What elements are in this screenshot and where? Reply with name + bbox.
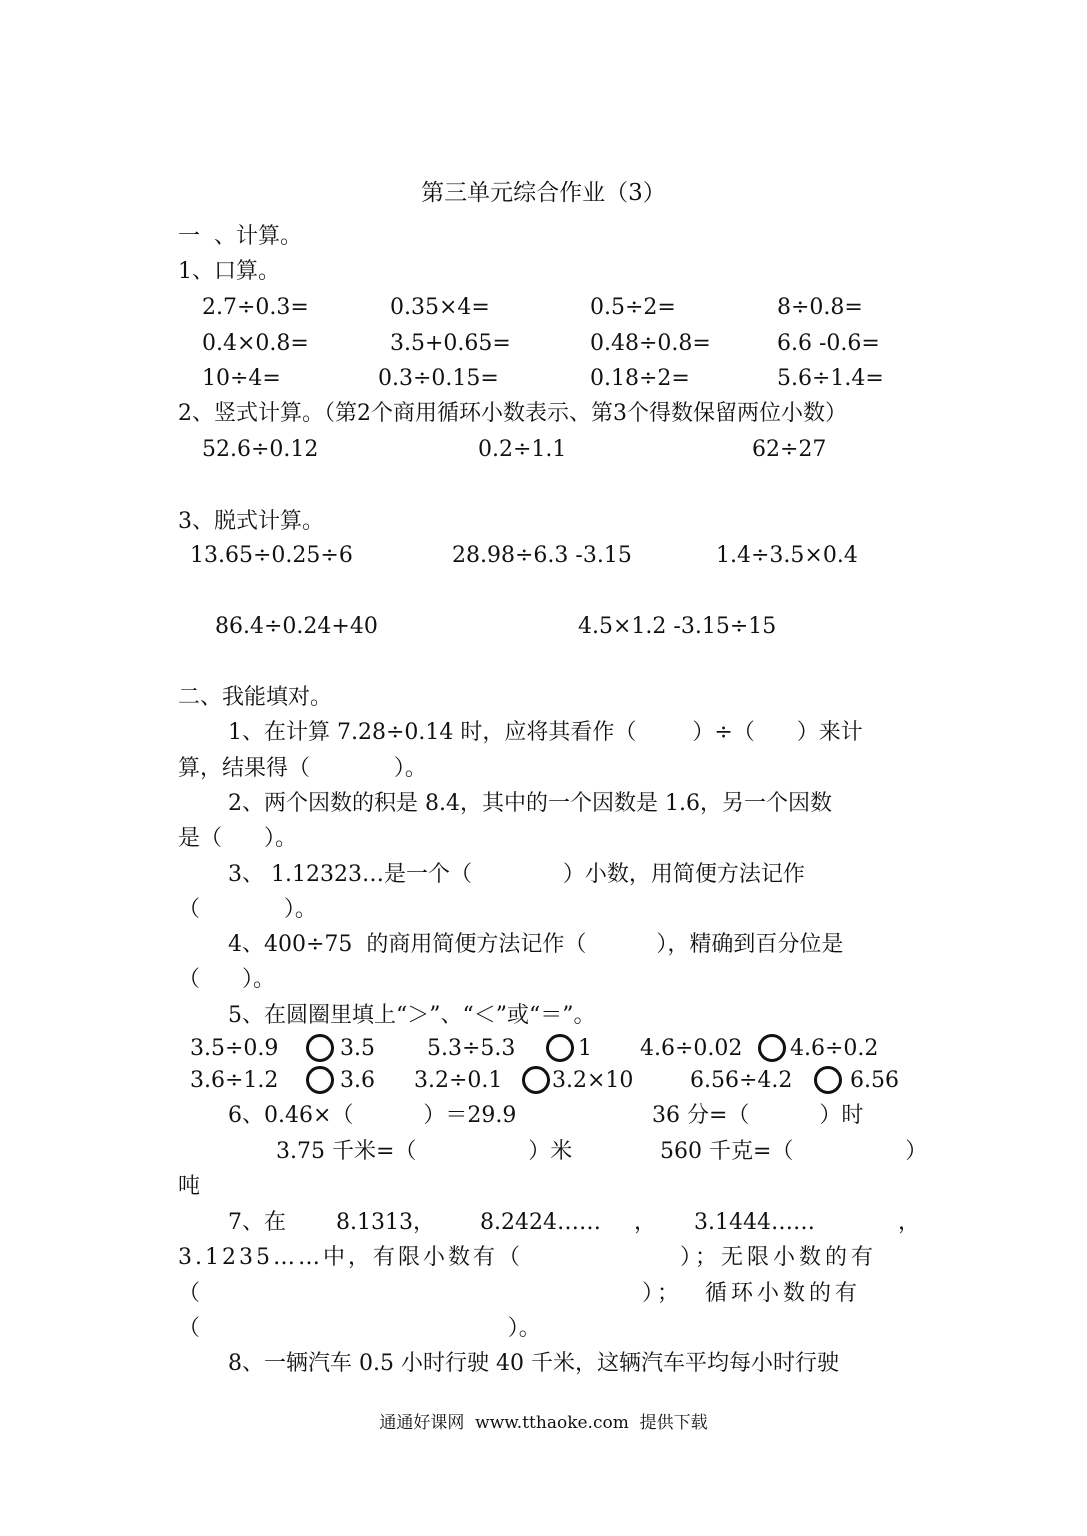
q3-item: 4.5×1.2 -3.15÷15 bbox=[578, 614, 777, 639]
q2-item: 52.6÷0.12 bbox=[202, 437, 319, 462]
fill-question-7-comma: ， bbox=[634, 1210, 657, 1235]
fill-question-3-cont: （ ）。 bbox=[178, 897, 317, 922]
compare-right: 3.5 bbox=[340, 1036, 375, 1061]
compare-right: 1 bbox=[578, 1036, 592, 1061]
compare-left: 3.6÷1.2 bbox=[190, 1068, 279, 1093]
compare-right: 3.6 bbox=[340, 1068, 375, 1093]
q1-item: 0.4×0.8= bbox=[202, 331, 309, 356]
q3-item: 28.98÷6.3 -3.15 bbox=[452, 543, 632, 568]
q2-item: 62÷27 bbox=[752, 437, 827, 462]
q3-heading: 3、脱式计算。 bbox=[178, 509, 324, 534]
page-title: 第三单元综合作业（3） bbox=[421, 180, 666, 206]
section-1-heading: 一 、计算。 bbox=[178, 224, 302, 249]
q1-item: 0.35×4= bbox=[390, 295, 490, 320]
q3-item: 1.4÷3.5×0.4 bbox=[716, 543, 858, 568]
q3-item: 13.65÷0.25÷6 bbox=[190, 543, 353, 568]
compare-left: 5.3÷5.3 bbox=[427, 1036, 516, 1061]
q3-item: 86.4÷0.24+40 bbox=[215, 614, 378, 639]
fill-question-8: 8、一辆汽车 0.5 小时行驶 40 千米，这辆汽车平均每小时行驶 bbox=[228, 1351, 839, 1376]
fill-question-7-cont: （ ）。 bbox=[178, 1316, 541, 1341]
compare-left: 3.2÷0.1 bbox=[414, 1068, 503, 1093]
compare-left: 4.6÷0.02 bbox=[640, 1036, 743, 1061]
fill-question-6-cont: 吨 bbox=[178, 1174, 201, 1199]
fill-question-7-cont: （ bbox=[178, 1281, 201, 1306]
compare-circle[interactable] bbox=[522, 1066, 550, 1094]
q2-item: 0.2÷1.1 bbox=[478, 437, 567, 462]
q2-heading: 2、竖式计算。（第2个商用循环小数表示、第3个得数保留两位小数） bbox=[178, 401, 847, 426]
fill-question-7-cont: ）；无限小数的有 bbox=[680, 1245, 878, 1270]
q1-item: 2.7÷0.3= bbox=[202, 295, 309, 320]
fill-question-2-cont: 是（ ）。 bbox=[178, 826, 297, 851]
q1-heading: 1、口算。 bbox=[178, 259, 280, 284]
q1-item: 8÷0.8= bbox=[777, 295, 863, 320]
section-2-heading: 二、我能填对。 bbox=[178, 685, 333, 710]
fill-question-7-comma: ， bbox=[898, 1210, 921, 1235]
fill-question-7: 7、在 bbox=[228, 1210, 286, 1235]
compare-circle[interactable] bbox=[758, 1034, 786, 1062]
fill-question-7-cont: ）； 循环小数的有 bbox=[642, 1281, 861, 1306]
page-footer: 通通好课网 www.tthaoke.com 提供下载 bbox=[379, 1413, 708, 1433]
fill-question-4-cont: （ ）。 bbox=[178, 967, 275, 992]
fill-question-1: 1、在计算 7.28÷0.14 时，应将其看作（ ）÷（ ）来计 bbox=[228, 720, 863, 745]
q1-item: 0.48÷0.8= bbox=[590, 331, 711, 356]
fill-question-6a: 6、0.46×（ ）＝29.9 bbox=[228, 1103, 517, 1128]
fill-question-7-cont: 3.1235……中，有限小数有（ bbox=[178, 1245, 523, 1270]
fill-question-6b: 36 分=（ ）时 bbox=[652, 1103, 864, 1128]
q1-item: 0.18÷2= bbox=[590, 366, 690, 391]
fill-question-7-number: 8.2424…… bbox=[480, 1210, 601, 1235]
q1-item: 0.5÷2= bbox=[590, 295, 676, 320]
q1-item: 5.6÷1.4= bbox=[777, 366, 884, 391]
compare-left: 3.5÷0.9 bbox=[190, 1036, 279, 1061]
compare-circle[interactable] bbox=[306, 1034, 334, 1062]
q1-item: 0.3÷0.15= bbox=[378, 366, 499, 391]
compare-circle[interactable] bbox=[306, 1066, 334, 1094]
fill-question-4: 4、400÷75 的商用简便方法记作（ ），精确到百分位是 bbox=[228, 932, 844, 957]
compare-circle[interactable] bbox=[546, 1034, 574, 1062]
fill-question-7-number: 8.1313， bbox=[336, 1210, 435, 1235]
fill-question-1-cont: 算，结果得（ ）。 bbox=[178, 756, 427, 781]
fill-question-3: 3、 1.12323…是一个（ ）小数，用简便方法记作 bbox=[228, 862, 805, 887]
fill-question-6d: 560 千克=（ ） bbox=[660, 1139, 928, 1164]
fill-question-6c: 3.75 千米=（ ）米 bbox=[276, 1139, 573, 1164]
compare-right: 3.2×10 bbox=[552, 1068, 634, 1093]
fill-question-2: 2、两个因数的积是 8.4，其中的一个因数是 1.6，另一个因数 bbox=[228, 791, 832, 816]
q1-item: 3.5+0.65= bbox=[390, 331, 511, 356]
compare-right: 6.56 bbox=[850, 1068, 899, 1093]
compare-right: 4.6÷0.2 bbox=[790, 1036, 879, 1061]
q1-item: 10÷4= bbox=[202, 366, 281, 391]
compare-circle[interactable] bbox=[814, 1066, 842, 1094]
compare-left: 6.56÷4.2 bbox=[690, 1068, 793, 1093]
q1-item: 6.6 -0.6= bbox=[777, 331, 880, 356]
fill-question-5: 5、在圆圈里填上“＞”、“＜”或“＝”。 bbox=[228, 1003, 596, 1028]
fill-question-7-number: 3.1444…… bbox=[694, 1210, 815, 1235]
